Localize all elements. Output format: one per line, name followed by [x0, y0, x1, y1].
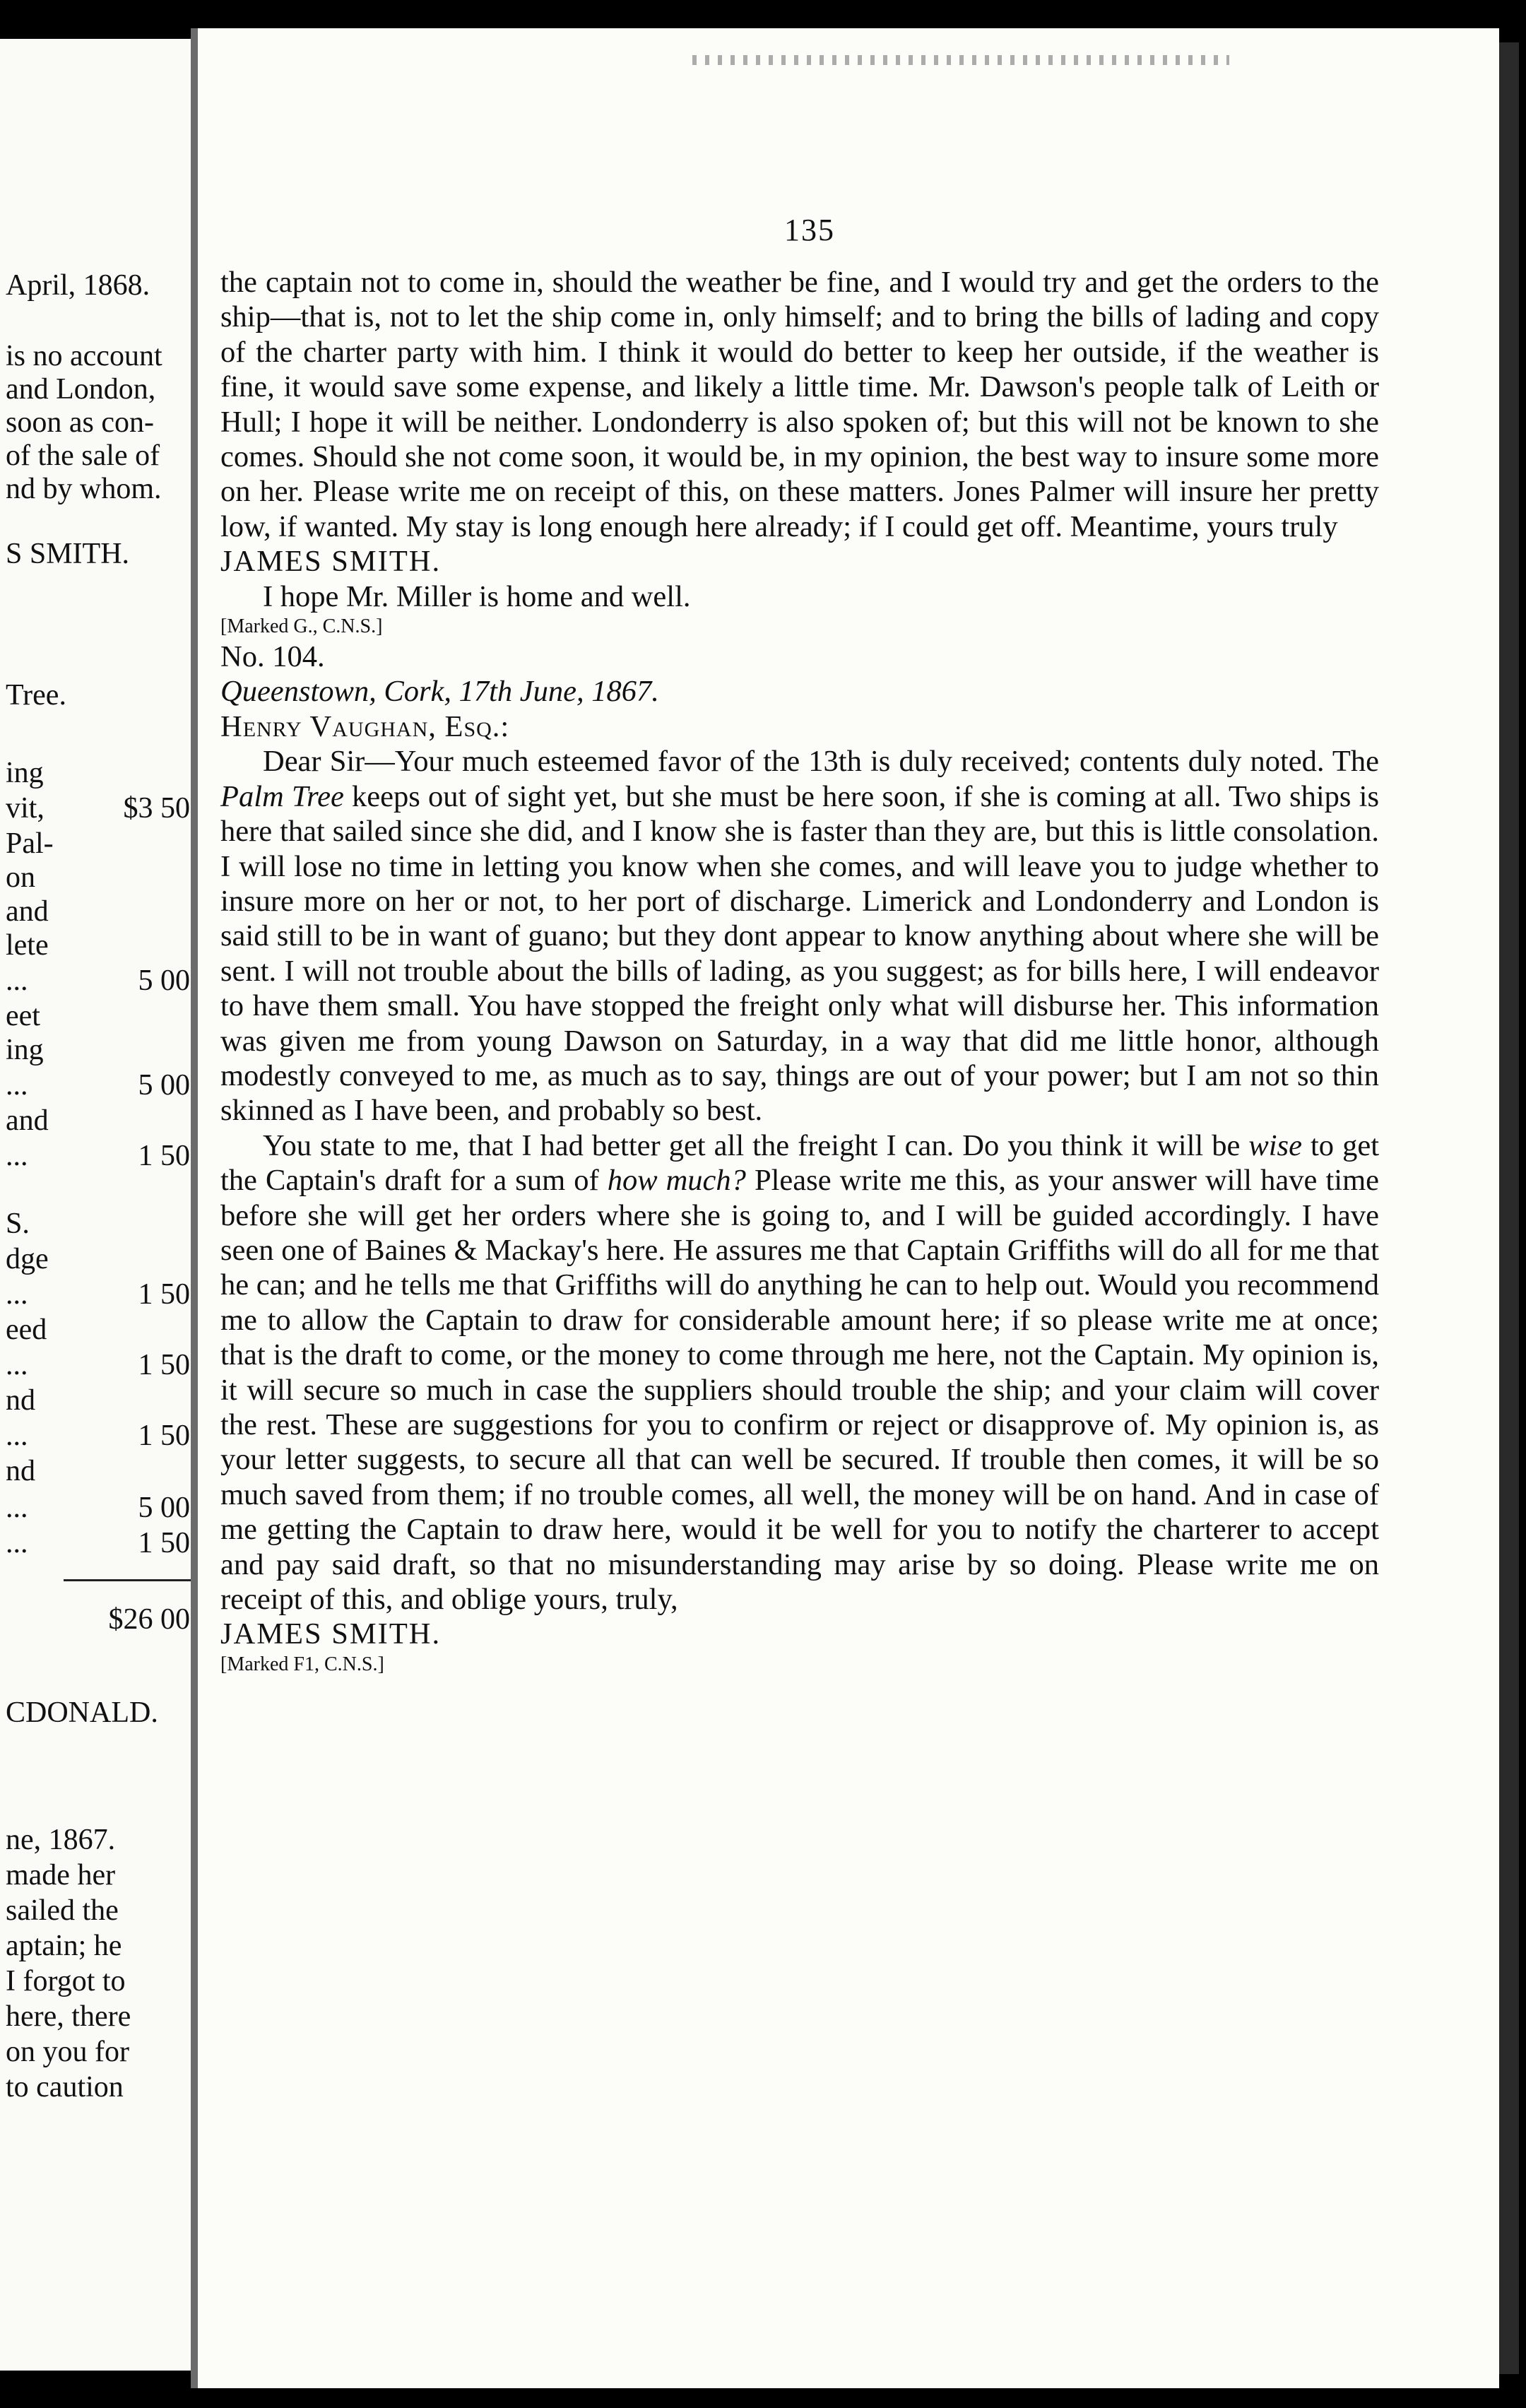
previous-page-text: Tree. [6, 679, 66, 712]
letter-1-body: the captain not to come in, should the weather be fine, and I would try and get the orders to the ship—that is, not to let the ship come in, only himself; and to bring the bills of lading and copy of the charter party with him. I think it would do better to keep her outside, if the weather is fine, it would save some expense, and likely a little time. Mr. Dawson's people talk of Leith or Hull; I hope it will be neither. Londonderry is also spoken of; but this will not be known to she comes. Should she not come soon, it would be, in my opinion, the best way to insure some more on her. Please write me on receipt of this, on these matters. Jones Palmer will insure her pretty low, if wanted. My stay is long enough here already; if I could get off. Meantime, yours truly [220, 266, 1379, 543]
letter-addressee: Henry Vaughan, Esq.: [220, 709, 510, 743]
previous-page-text: ne, 1867. [6, 1824, 116, 1856]
previous-page-text: S. [6, 1208, 30, 1240]
previous-page-line [6, 827, 194, 861]
letter-2-paragraph-2: You state to me, that I had better get all the freight I can. Do you think it will be wise to get the Captain's draft for a sum of how much? Please write me this, as your answer will have time before she will get her orders where she is going to, and I will be guided accordingly. I have seen one of Baines & Mackay's here. He assures me that Captain Griffiths will do all for me that he can; and he tells me that Griffiths will do anything he can to help out. Would you recommend me to allow the Captain to draw for considerable amount here; if so please write me at once; that is the draft to come, or the money to come through me here, not the Captain. My opinion is, it will secure so much in case the suppliers should trouble the ship; and your claim will cover the rest. These are suggestions for you to confirm or reject or disapprove of. My opinion is, as your letter suggests, to secure all that can well be secured. If trouble then comes, it will be so much saved from them; if no trouble comes, all well, the money will be on hand. And in case of me getting the Captain to draw here, would it be well for you to notify the charterer to accept and pay said draft, so that no misunderstanding may arise by so doing. Please write me on receipt of this, and oblige yours, truly, [220, 1128, 1380, 1617]
previous-page-text: soon as con- [6, 406, 154, 439]
previous-page-text: sailed the [6, 1894, 119, 1927]
previous-page-amount: 1 50 [138, 1278, 190, 1311]
previous-page-text: here, there [6, 2000, 131, 2033]
previous-page-text: ing [6, 1034, 44, 1066]
previous-page-line [6, 339, 194, 373]
previous-page-text: nd [6, 1455, 35, 1487]
total-rule [64, 1579, 191, 1581]
previous-page-amount: 1 50 [138, 1349, 190, 1381]
previous-page-line [6, 1454, 194, 1488]
previous-page-amount: 5 00 [138, 964, 190, 997]
previous-page-amount: $26 00 [108, 1603, 190, 1636]
letter-1-marked: [Marked G., C.N.S.] [220, 615, 383, 638]
previous-page-text: is no account [6, 340, 162, 372]
previous-page-text: S SMITH. [6, 538, 130, 570]
letter-2-paragraph-1: Dear Sir—Your much esteemed favor of the 13th is duly received; contents duly noted. The Palm Tree keeps out of sight yet, but she must be here soon, if she is coming at all. Two ships is here that sailed since she did, and I know she is faster than they are, but this is little consolation. I will lose no time in letting you know when she comes, and will leave you to judge whether to insure more on her or not, to her port of discharge. Limerick and Londonderry and London is said still to be in want of guano; but they dont appear to know anything about where she will be sent. I will not trouble about the bills of lading, as you suggest; as for bills here, I will endeavor to have them small. You have stopped the freight only what will disburse her. This information was given me from young Dawson on Saturday, in a way that did me little honor, although modestly conveyed to me, as much as to say, things are out of your power; but I am not so thin skinned as I have been, and probably so best. [220, 745, 1379, 1128]
previous-page-text: ... [6, 1349, 28, 1381]
previous-page-text: eed [6, 1314, 47, 1346]
previous-page-text: on you for [6, 2036, 129, 2068]
previous-page-line [6, 964, 194, 998]
previous-page-line [6, 1033, 194, 1067]
previous-page-text: on [6, 861, 35, 894]
previous-page-text: ... [6, 1278, 28, 1311]
previous-page-line [6, 1419, 194, 1453]
previous-page-line [6, 2000, 194, 2034]
previous-page-line [6, 1277, 194, 1311]
previous-page-text: made her [6, 1859, 116, 1891]
previous-page-text: dge [6, 1243, 49, 1275]
previous-page-amount: 1 50 [138, 1527, 190, 1559]
previous-page-line [6, 1526, 194, 1560]
previous-page-line [6, 895, 194, 928]
previous-page-text: CDONALD. [6, 1696, 158, 1729]
previous-page-line [6, 1313, 194, 1347]
previous-page-line [6, 1068, 194, 1102]
previous-page-line [6, 1929, 194, 1963]
previous-page-line [6, 472, 194, 506]
previous-page-line [6, 1696, 194, 1730]
previous-page-line [6, 1491, 194, 1525]
previous-page-line [6, 1242, 194, 1276]
previous-page-line [6, 1858, 194, 1892]
previous-page-line [6, 537, 194, 571]
previous-page-amount: 1 50 [138, 1420, 190, 1452]
previous-page-line [6, 268, 194, 302]
previous-page-amount: 5 00 [138, 1492, 190, 1524]
previous-page-line [6, 1603, 194, 1636]
previous-page-line [6, 372, 194, 406]
letter-2-signature: JAMES SMITH. [220, 1617, 442, 1651]
letter-number: No. 104. [220, 640, 325, 674]
page-fold [191, 28, 198, 2388]
previous-page-line [6, 1139, 194, 1173]
previous-page-line [6, 1383, 194, 1417]
page-edge [1499, 42, 1519, 2374]
previous-page-line [6, 2070, 194, 2104]
previous-page-text: ... [6, 1140, 28, 1172]
previous-page-line [6, 2035, 194, 2069]
previous-page-text: and London, [6, 373, 156, 406]
letter-dateline: Queenstown, Cork, 17th June, 1867. [220, 675, 659, 709]
previous-page-text: ... [6, 1069, 28, 1102]
previous-page-text: and [6, 895, 49, 928]
letter-1-postscript: I hope Mr. Miller is home and well. [263, 579, 691, 613]
previous-page-amount: 1 50 [138, 1140, 190, 1172]
previous-page-amount: $3 50 [123, 792, 190, 825]
page-body [220, 265, 1379, 1677]
previous-page-text: ing [6, 757, 44, 789]
previous-page-text: ... [6, 964, 28, 997]
previous-page-line [6, 791, 194, 825]
previous-page-text: aptain; he [6, 1930, 122, 1962]
previous-page-text: lete [6, 929, 49, 962]
page-number: 135 [784, 213, 835, 247]
previous-page-text: April, 1868. [6, 269, 150, 302]
previous-page-text: nd by whom. [6, 473, 162, 505]
previous-page-text: Pal- [6, 827, 54, 860]
previous-page-text: eet [6, 1000, 40, 1032]
previous-page-line [6, 1823, 194, 1857]
previous-page-text: ... [6, 1420, 28, 1452]
previous-page-line [6, 1104, 194, 1138]
letter-2-marked: [Marked F1, C.N.S.] [220, 1653, 384, 1675]
previous-page-fragment [0, 39, 194, 2371]
previous-page-line [6, 928, 194, 962]
previous-page-line [6, 1207, 194, 1241]
previous-page-text: nd [6, 1384, 35, 1417]
previous-page-text: to caution [6, 2071, 124, 2103]
previous-page-text: I forgot to [6, 1965, 126, 1997]
previous-page-text: ... [6, 1527, 28, 1559]
previous-page-line [6, 406, 194, 439]
ship-name: Palm Tree [220, 779, 344, 813]
previous-page-line [6, 1348, 194, 1382]
previous-page-line [6, 439, 194, 473]
previous-page-line [6, 999, 194, 1033]
previous-page-text: of the sale of [6, 439, 160, 472]
previous-page-text: vit, [6, 792, 45, 825]
previous-page-line [6, 861, 194, 895]
previous-page-text: and [6, 1104, 49, 1137]
previous-page-line [6, 1964, 194, 1998]
letter-1-signature: JAMES SMITH. [220, 545, 442, 579]
previous-page-line [6, 1894, 194, 1928]
previous-page-line [6, 678, 194, 712]
previous-page-line [6, 756, 194, 790]
library-stamp-mark [692, 55, 1229, 65]
previous-page-amount: 5 00 [138, 1069, 190, 1102]
previous-page-text: ... [6, 1492, 28, 1524]
